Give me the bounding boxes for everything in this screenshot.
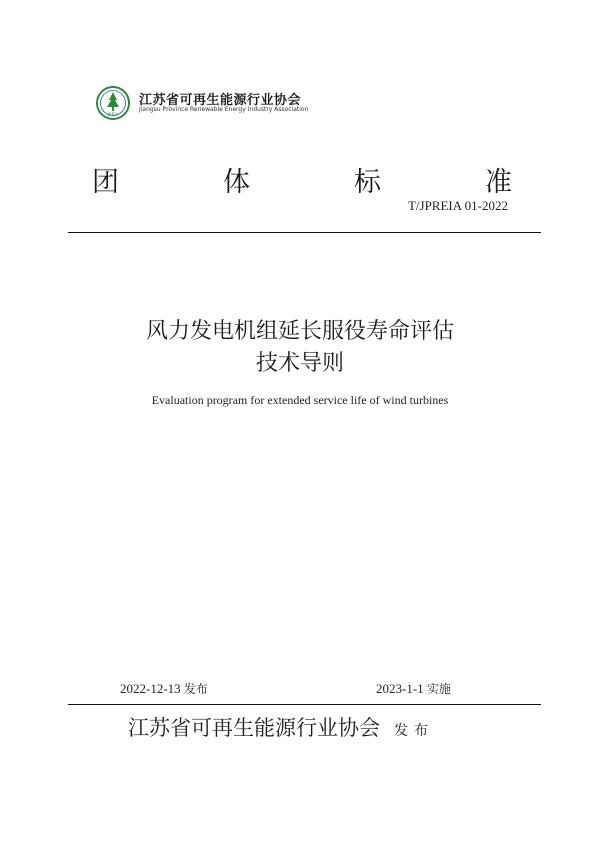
publisher-label: 发布: [394, 723, 434, 739]
standard-type-char: 体: [223, 167, 250, 198]
implementation-date-label: 实施: [426, 682, 451, 696]
standard-type-char: 团: [92, 167, 119, 198]
bottom-divider: [68, 704, 541, 705]
issue-date-value: 2022-12-13: [120, 681, 181, 696]
org-name-chinese: 江苏省可再生能源行业协会: [139, 93, 302, 108]
standard-number: T/JPREIA 01-2022: [407, 198, 508, 213]
implementation-date: [376, 680, 451, 697]
issue-date: [120, 680, 208, 697]
association-logo: [96, 86, 130, 120]
standard-type-heading: [92, 160, 512, 199]
standard-type-char: 标: [354, 167, 381, 198]
publisher: [128, 712, 434, 742]
document-title-line2: 技术导则: [255, 351, 344, 376]
publisher-name: 江苏省可再生能源行业协会: [128, 716, 380, 740]
document-title-line1: 风力发电机组延长服役寿命评估: [145, 319, 454, 344]
issue-date-label: 发布: [183, 682, 208, 696]
top-divider: [68, 232, 541, 233]
implementation-date-value: 2023-1-1: [376, 681, 424, 696]
standard-type-char: 准: [485, 167, 512, 198]
document-title-english: Evaluation program for extended service life of wind turbines: [151, 393, 449, 407]
logo-lettering: JREIA: [107, 112, 119, 117]
org-name-english: Jiangsu Province Renewable Energy Industry Association: [139, 106, 309, 113]
